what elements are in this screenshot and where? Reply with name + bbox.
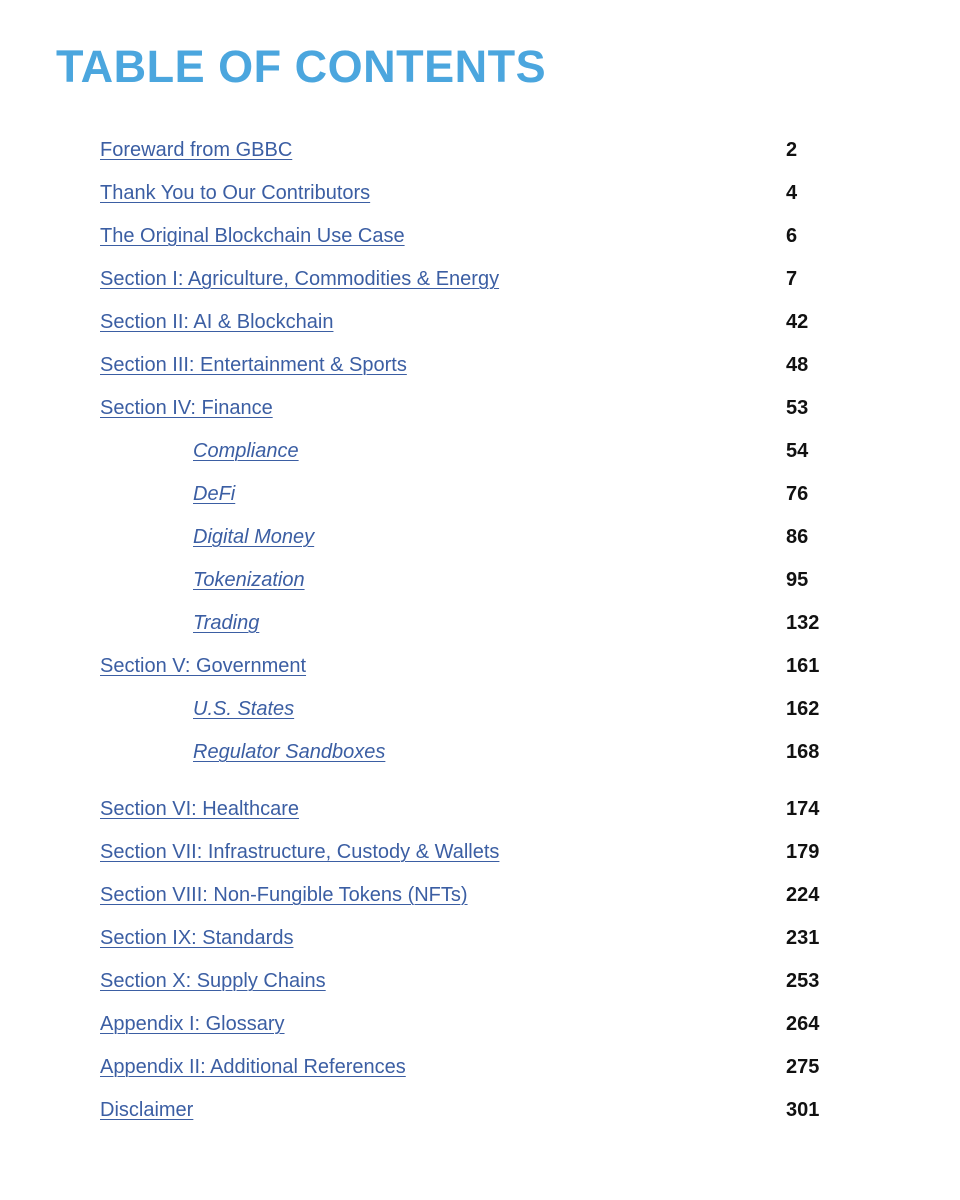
toc-page-number: 161 bbox=[786, 655, 820, 677]
toc-subentry bbox=[0, 565, 960, 595]
toc-link-tokenization[interactable]: Tokenization bbox=[193, 569, 305, 591]
toc-page-number: 4 bbox=[786, 182, 798, 204]
toc-page-number: 86 bbox=[786, 526, 809, 548]
toc-entry bbox=[0, 880, 960, 910]
toc-link-section-5[interactable]: Section V: Government bbox=[100, 655, 307, 677]
toc-page-number: 76 bbox=[786, 483, 809, 505]
toc-link-section-6[interactable]: Section VI: Healthcare bbox=[100, 798, 299, 820]
toc-link-section-7[interactable]: Section VII: Infrastructure, Custody & Wallets bbox=[100, 841, 500, 863]
toc-link-digital-money[interactable]: Digital Money bbox=[193, 526, 315, 548]
toc-entry bbox=[0, 178, 960, 208]
toc-page-number: 6 bbox=[786, 225, 798, 247]
toc-page-number: 53 bbox=[786, 397, 809, 419]
page-title: TABLE OF CONTENTS bbox=[56, 41, 547, 92]
toc-subentry bbox=[0, 436, 960, 466]
toc-page-number: 162 bbox=[786, 698, 820, 720]
toc-link-original-use-case[interactable]: The Original Blockchain Use Case bbox=[100, 225, 405, 247]
toc-page-number: 301 bbox=[786, 1099, 820, 1121]
toc-entry bbox=[0, 221, 960, 251]
toc-entry bbox=[0, 1095, 960, 1125]
toc-link-section-4[interactable]: Section IV: Finance bbox=[100, 397, 273, 419]
toc-entry bbox=[0, 1009, 960, 1039]
toc-page-number: 224 bbox=[786, 884, 820, 906]
toc-link-section-8[interactable]: Section VIII: Non-Fungible Tokens (NFTs) bbox=[100, 884, 468, 906]
toc-link-compliance[interactable]: Compliance bbox=[193, 440, 299, 462]
toc-link-appendix-2[interactable]: Appendix II: Additional References bbox=[100, 1056, 406, 1078]
toc-entry bbox=[0, 393, 960, 423]
toc-entry bbox=[0, 350, 960, 380]
toc-link-section-9[interactable]: Section IX: Standards bbox=[100, 927, 294, 949]
toc-link-section-10[interactable]: Section X: Supply Chains bbox=[100, 970, 326, 992]
toc-link-trading[interactable]: Trading bbox=[193, 612, 260, 634]
toc-page-number: 2 bbox=[786, 139, 798, 161]
toc-subentry bbox=[0, 694, 960, 724]
toc-link-section-2[interactable]: Section II: AI & Blockchain bbox=[100, 311, 334, 333]
toc-link-foreword[interactable]: Foreward from GBBC bbox=[100, 139, 293, 161]
toc-subentry bbox=[0, 522, 960, 552]
toc-entry bbox=[0, 966, 960, 996]
toc-entry bbox=[0, 923, 960, 953]
toc-subentry bbox=[0, 737, 960, 767]
toc-page-number: 253 bbox=[786, 970, 820, 992]
toc-link-section-1[interactable]: Section I: Agriculture, Commodities & Energy bbox=[100, 268, 500, 290]
toc-page-number: 174 bbox=[786, 798, 820, 820]
toc-link-regulator-sandboxes[interactable]: Regulator Sandboxes bbox=[193, 741, 386, 763]
toc-subentry bbox=[0, 479, 960, 509]
toc-page-number: 264 bbox=[786, 1013, 820, 1035]
toc-page-number: 54 bbox=[786, 440, 809, 462]
toc-link-appendix-1[interactable]: Appendix I: Glossary bbox=[100, 1013, 285, 1035]
toc-entry bbox=[0, 794, 960, 824]
toc-page-number: 179 bbox=[786, 841, 820, 863]
toc-entry bbox=[0, 135, 960, 165]
toc-entry bbox=[0, 264, 960, 294]
toc-page-number: 48 bbox=[786, 354, 809, 376]
toc-link-us-states[interactable]: U.S. States bbox=[193, 698, 295, 720]
toc-page-number: 168 bbox=[786, 741, 820, 763]
toc-page-number: 95 bbox=[786, 569, 809, 591]
toc-entry bbox=[0, 651, 960, 681]
toc-subentry bbox=[0, 608, 960, 638]
toc-page-number: 231 bbox=[786, 927, 820, 949]
toc-link-disclaimer[interactable]: Disclaimer bbox=[100, 1099, 194, 1121]
toc-page-number: 42 bbox=[786, 311, 809, 333]
toc-entry bbox=[0, 307, 960, 337]
toc-link-defi[interactable]: DeFi bbox=[193, 483, 236, 505]
toc-page-number: 132 bbox=[786, 612, 820, 634]
toc-page-number: 275 bbox=[786, 1056, 820, 1078]
toc-entry bbox=[0, 1052, 960, 1082]
toc-link-contributors[interactable]: Thank You to Our Contributors bbox=[100, 182, 371, 204]
toc-link-section-3[interactable]: Section III: Entertainment & Sports bbox=[100, 354, 407, 376]
toc-page-number: 7 bbox=[786, 268, 798, 290]
toc-entry bbox=[0, 837, 960, 867]
